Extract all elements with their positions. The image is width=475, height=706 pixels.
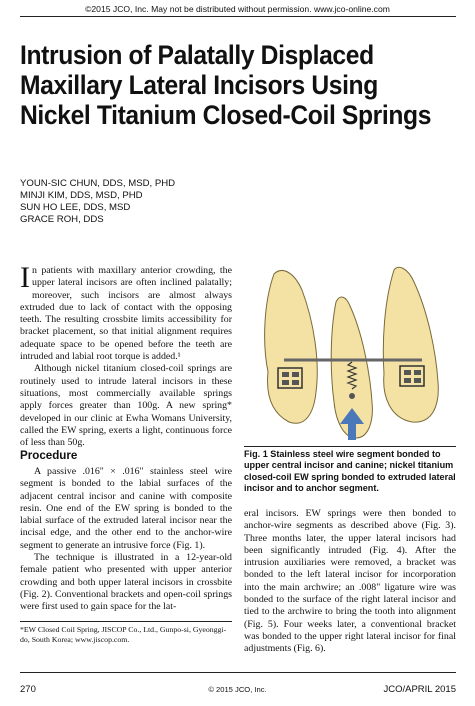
footer-copyright: © 2015 JCO, Inc.	[208, 685, 267, 694]
footer-rule	[20, 672, 456, 673]
article-title	[20, 40, 432, 130]
page-number: 270	[20, 684, 36, 695]
figure-rule	[244, 446, 456, 447]
column-2-text: eral incisors. EW springs were then bonded to anchor-wire segments as described above (Fig. 3). Three months later, the upper lateral incisors had been significantly intruded (Fig. 4). After the intrusion auxiliaries were removed, a bracket was bonded to the left lateral incisor for incorporation into the main archwire; an .008" ligature wire was bonded to the surface of the right lateral incisor and tied to the archwire to bring the tooth into alignment (Fig. 5). Four weeks later, a conventional bracket was bonded to the upper right lateral incisor for final adjustments (Fig. 6).	[244, 508, 456, 655]
author: GRACE ROH, DDS	[20, 214, 104, 225]
canine-tooth	[265, 271, 318, 424]
author: YOUN-SIC CHUN, DDS, MSD, PHD	[20, 178, 176, 189]
drop-cap: I	[20, 261, 30, 294]
intro-paragraph-2: Although nickel titanium closed-coil springs are routinely used to intrude lateral incisors in these situations, most commercially available springs apply forces greater than 100g. A new spring* developed in our clinic at Ewha Womans University, called the EW spring, exerts a light, continuous force of less than 50g.	[20, 363, 232, 449]
procedure-text	[20, 466, 232, 614]
title-line-2: Maxillary Lateral Incisors Using	[20, 70, 378, 100]
spring-bond-point	[349, 393, 355, 399]
copyright-notice: ©2015 JCO, Inc. May not be distributed without permission. www.jco-online.com	[85, 4, 390, 14]
procedure-paragraph-1: A passive .016" × .016" stainless steel wire segment is bonded to the labial surfaces of the adjacent central incisor and canine with composite resin. One end of the EW spring is bonded to the labial surface of the extruded lateral incisor near the incisal edge, and the other end to the anchor-wire segment to generate an intrusive force (Fig. 1).	[20, 466, 232, 551]
figure-1-illustration	[244, 262, 456, 442]
intro-paragraph-1: n patients with maxillary anterior crowding, the upper lateral incisors are often inclined palatally; moreover, such incisors are almost always extruded due to lack of contact with the opposing teeth. The resulting crossbite limits accessibility for bracket placement, so that initial alignment requires adequate space to be opened before the teeth are intruded and labial root torque is added.¹	[20, 265, 232, 363]
author: MINJI KIM, DDS, MSD, PHD	[20, 190, 143, 201]
header-rule	[20, 16, 456, 17]
title-line-1: Intrusion of Palatally Displaced	[20, 40, 374, 70]
title-line-3: Nickel Titanium Closed-Coil Springs	[20, 100, 432, 130]
section-heading-procedure: Procedure	[20, 449, 78, 462]
author-list	[20, 178, 175, 226]
teeth-diagram	[244, 262, 456, 442]
footnote: *EW Closed Coil Spring, JISCOP Co., Ltd., Gunpo-si, Gyeonggi-do, South Korea; www.jiscop.com.	[20, 625, 227, 644]
figure-1-caption: Fig. 1 Stainless steel wire segment bonded to upper central incisor and canine; nickel titanium closed-coil EW spring bonded to extruded lateral incisor and to anchor segment.	[244, 449, 456, 493]
intro-text	[20, 261, 232, 449]
central-incisor-tooth	[383, 267, 438, 422]
journal-issue: JCO/APRIL 2015	[383, 684, 456, 695]
footnote-rule	[20, 621, 232, 622]
author: SUN HO LEE, DDS, MSD	[20, 202, 131, 213]
procedure-paragraph-2: The technique is illustrated in a 12-year-old female patient who presented with upper anterior crowding and both upper lateral incisors in crossbite (Fig. 2). Conventional brackets and open-coil springs were first used to gain space for the lat-	[20, 552, 232, 613]
